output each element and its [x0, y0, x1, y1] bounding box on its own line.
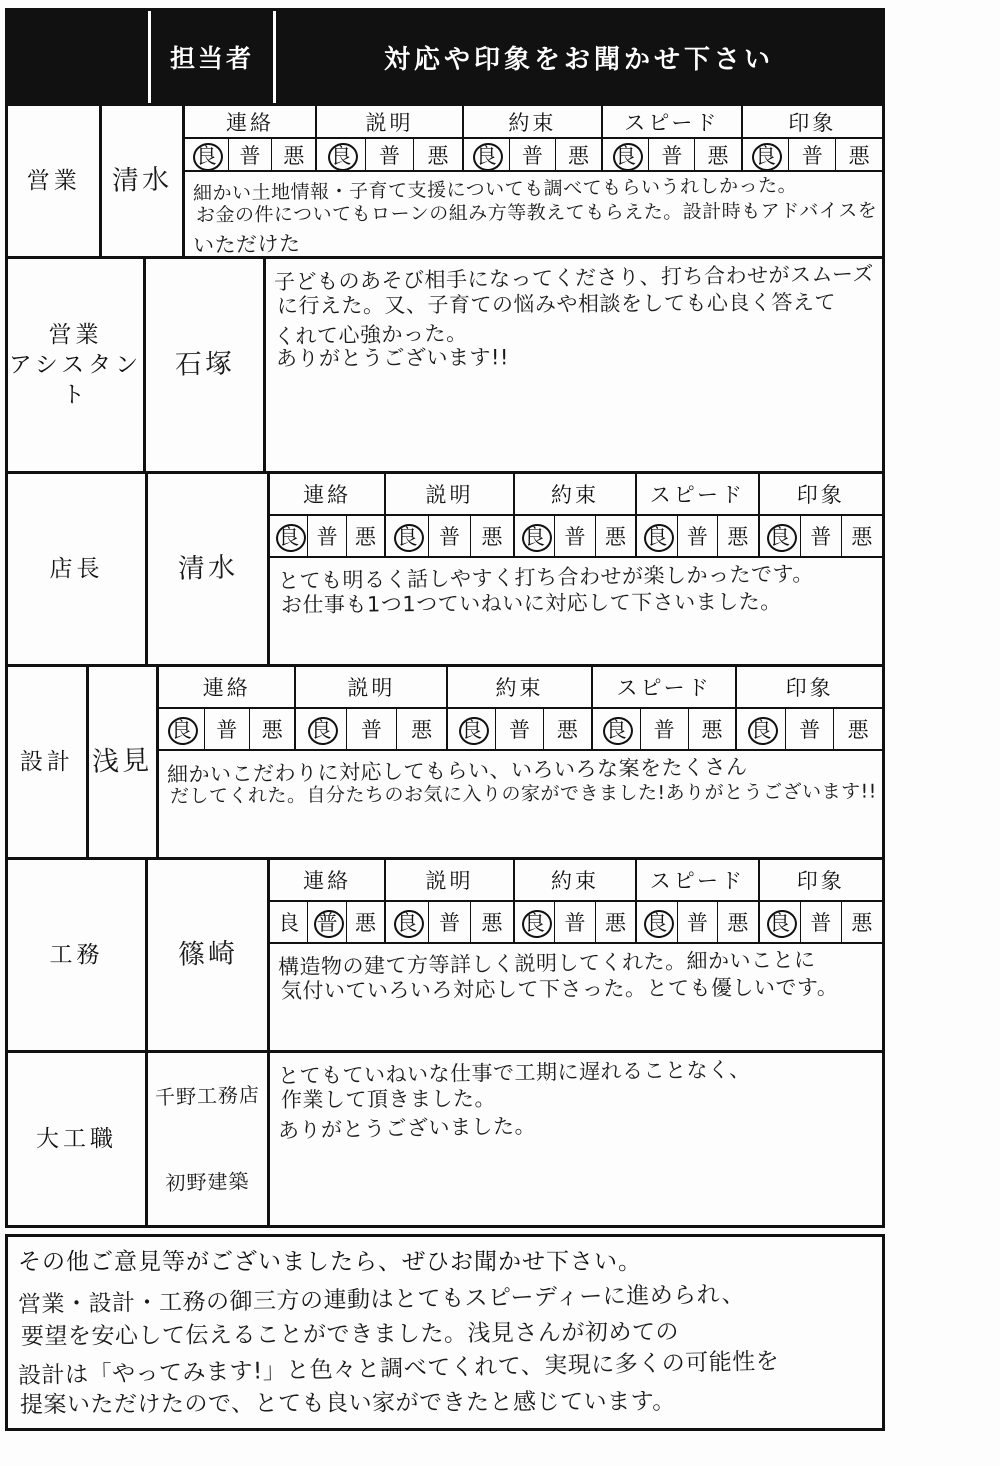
criteria-header	[270, 860, 882, 902]
rating-option-label: 良	[461, 719, 483, 742]
rating-row	[159, 709, 882, 751]
comment-line: お金の件についてもローンの組み方等教えてもらえた。設計時もアドバイスを	[195, 199, 878, 227]
rating-option-普[interactable]	[347, 709, 397, 749]
rating-option-悪[interactable]	[689, 709, 736, 749]
rating-option-label: 良	[605, 719, 627, 742]
rating-option-普[interactable]	[308, 902, 346, 942]
criteria-label-1: 説明	[317, 106, 463, 137]
comment-line: に行えた。又、子育ての悩みや相談をしても心良く答えて	[277, 290, 837, 319]
comment-line: ありがとうございます!!	[276, 345, 510, 371]
rating-group-2	[464, 139, 603, 170]
rating-option-label: 悪	[556, 719, 578, 742]
person-name-cell	[148, 860, 270, 1050]
handwritten-comment	[270, 944, 882, 1050]
rating-option-label: 普	[360, 719, 382, 742]
rating-option-label: 普	[564, 526, 586, 549]
rating-group-2	[515, 516, 637, 556]
header-impression-cell	[276, 11, 882, 103]
comment-line: 気付いていろいろ対応して下さった。とても優しいです。	[280, 975, 839, 1004]
rating-option-良[interactable]	[760, 902, 801, 942]
rating-option-悪[interactable]	[842, 516, 882, 556]
rating-group-4	[737, 709, 882, 749]
rating-option-label: 悪	[481, 526, 503, 549]
rating-option-普[interactable]	[649, 139, 695, 170]
rating-option-label: 悪	[355, 912, 377, 935]
rating-option-悪[interactable]	[695, 139, 740, 170]
rating-option-label: 良	[615, 144, 637, 168]
rating-option-良[interactable]	[386, 516, 429, 556]
table-row	[8, 860, 882, 1053]
dept-cell	[8, 667, 89, 857]
rating-option-普[interactable]	[786, 709, 835, 749]
dept-cell	[8, 860, 148, 1050]
rating-option-悪[interactable]	[250, 709, 294, 749]
evaluation-cell	[159, 667, 882, 857]
criteria-label-1: 説明	[296, 667, 448, 707]
criteria-label-3: スピード	[603, 106, 742, 137]
rating-option-label: 普	[239, 144, 261, 168]
table-row	[8, 106, 882, 259]
person-name: 清水	[111, 164, 173, 198]
rating-option-label: 悪	[355, 526, 377, 549]
rating-option-悪[interactable]	[718, 902, 757, 942]
rating-option-label: 普	[439, 526, 461, 549]
rating-option-label: 良	[396, 526, 418, 549]
rating-option-label: 良	[524, 526, 546, 549]
rating-option-label: 良	[278, 526, 300, 549]
rating-option-label: 悪	[481, 912, 503, 935]
rating-option-良[interactable]	[464, 139, 510, 170]
rating-option-良[interactable]	[448, 709, 496, 749]
person-name-secondary: 初野建築	[165, 1168, 250, 1195]
rating-option-label: 悪	[411, 719, 433, 742]
rating-option-label: 良	[769, 912, 791, 935]
rating-option-普[interactable]	[429, 516, 472, 556]
rating-group-0	[159, 709, 296, 749]
rating-option-悪[interactable]	[556, 139, 601, 170]
rating-option-label: 普	[801, 144, 823, 168]
rating-group-4	[760, 902, 882, 942]
criteria-label-1: 説明	[386, 860, 515, 900]
rating-option-label: 悪	[727, 526, 749, 549]
dept-cell	[8, 1053, 148, 1225]
person-name: 千野工務店	[154, 1082, 261, 1109]
criteria-label-2: 約束	[464, 106, 603, 137]
comment-line: 子どものあそび相手になってくださり、打ち合わせがスムーズ	[273, 261, 875, 295]
comment-line: 作業して頂きました。	[280, 1086, 497, 1113]
rating-option-label: 良	[170, 719, 192, 742]
rating-group-0	[270, 902, 386, 942]
rating-option-label: 普	[810, 912, 832, 935]
rating-option-悪[interactable]	[596, 516, 635, 556]
dept-cell	[8, 106, 102, 256]
criteria-label-3: スピード	[637, 474, 759, 514]
rating-option-label: 良	[769, 526, 791, 549]
dept-cell	[8, 474, 148, 664]
rating-option-良[interactable]	[637, 516, 677, 556]
handwritten-comment	[270, 1053, 882, 1225]
table-row	[8, 1053, 882, 1225]
rating-option-label: 普	[799, 719, 821, 742]
rating-option-label: 良	[396, 912, 418, 935]
dept-label: 営業	[26, 167, 81, 194]
rating-option-普[interactable]	[555, 516, 595, 556]
rating-option-悪[interactable]	[471, 902, 513, 942]
rating-option-普[interactable]	[678, 902, 718, 942]
rating-group-3	[637, 516, 759, 556]
evaluation-cell	[266, 259, 882, 471]
rating-option-悪[interactable]	[272, 139, 315, 170]
dept-label: 大工職	[36, 1125, 117, 1152]
rating-option-普[interactable]	[510, 139, 556, 170]
evaluation-cell	[270, 860, 882, 1050]
rating-option-label: 普	[686, 912, 708, 935]
header-person-label: 担当者	[169, 45, 254, 73]
rating-group-4	[743, 139, 882, 170]
rating-option-普[interactable]	[641, 709, 689, 749]
criteria-label-4: 印象	[785, 677, 834, 700]
rating-group-3	[603, 139, 742, 170]
handwritten-comment	[185, 172, 882, 256]
rating-option-普[interactable]	[229, 139, 273, 170]
criteria-header	[185, 106, 882, 139]
criteria-label-2: 約束	[515, 474, 637, 514]
rating-option-label: 悪	[568, 144, 590, 168]
rating-row	[270, 516, 882, 558]
rating-option-良[interactable]	[270, 516, 308, 556]
person-name-cell	[148, 474, 270, 664]
rating-option-label: 普	[439, 912, 461, 935]
free-comment-line: 要望を安心して伝えることができました。浅見さんが初めての	[20, 1318, 680, 1350]
criteria-label-2: 約束	[448, 667, 593, 707]
handwritten-comment	[159, 751, 882, 857]
rating-option-良[interactable]	[317, 139, 365, 170]
free-comment-title: その他ご意見等がございましたら、ぜひお聞かせ下さい。	[18, 1248, 642, 1274]
rating-row	[185, 139, 882, 172]
free-comment-line: 営業・設計・工務の御三方の連動はとてもスピーディーに進められ、	[17, 1281, 746, 1318]
rating-group-4	[760, 516, 882, 556]
rating-group-3	[593, 709, 738, 749]
rating-option-label: 悪	[701, 719, 723, 742]
criteria-header	[270, 474, 882, 516]
rating-group-3	[637, 902, 759, 942]
rating-group-2	[515, 902, 637, 942]
rating-option-良[interactable]	[515, 902, 555, 942]
rating-option-label: 良	[475, 144, 497, 168]
rating-option-label: 普	[316, 526, 338, 549]
rating-option-label: 悪	[261, 719, 283, 742]
handwritten-comment	[266, 259, 882, 471]
person-name: 篠崎	[177, 938, 238, 972]
rating-option-label: 普	[316, 912, 338, 935]
rating-option-悪[interactable]	[347, 516, 384, 556]
rating-option-label: 良	[646, 912, 668, 935]
dept-label: 店長	[49, 555, 104, 582]
rating-option-普[interactable]	[801, 902, 842, 942]
comment-line: だしてくれた。自分たちのお気に入りの家ができました!ありがとうございます!!	[170, 780, 878, 808]
comment-line: 細かい土地情報・子育て支援についても調べてもらいうれしかった。	[192, 174, 798, 206]
rating-group-0	[270, 516, 386, 556]
rating-option-悪[interactable]	[596, 902, 635, 942]
criteria-label-0: 連絡	[270, 860, 386, 900]
rating-option-悪[interactable]	[471, 516, 513, 556]
criteria-label-0: 連絡	[185, 106, 317, 137]
rating-option-普[interactable]	[429, 902, 472, 942]
rating-option-label: 悪	[847, 719, 869, 742]
person-name-cell	[146, 259, 266, 471]
person-name-cell	[89, 667, 159, 857]
criteria-label-3: スピード	[637, 860, 759, 900]
dept-label: 営業 アシスタント	[8, 321, 143, 407]
evaluation-cell	[270, 1053, 882, 1225]
rating-option-label: 普	[509, 719, 531, 742]
rating-option-普[interactable]	[789, 139, 836, 170]
rating-option-悪[interactable]	[397, 709, 446, 749]
rating-option-悪[interactable]	[414, 139, 461, 170]
header-impression-label: 対応や印象をお聞かせ下さい	[383, 43, 774, 74]
rating-option-良[interactable]	[743, 139, 790, 170]
criteria-label-0: 連絡	[270, 474, 386, 514]
rating-option-label: 悪	[851, 526, 873, 549]
criteria-label-0: 連絡	[159, 667, 296, 707]
table-row	[8, 259, 882, 474]
rating-option-label: 良	[754, 144, 776, 168]
rating-option-label: 悪	[727, 912, 749, 935]
table-header-band	[8, 11, 882, 106]
rating-option-良[interactable]	[185, 139, 229, 170]
rating-option-悪[interactable]	[347, 902, 384, 942]
rating-option-悪[interactable]	[836, 139, 882, 170]
rating-option-普[interactable]	[366, 139, 414, 170]
criteria-label-4: 印象	[796, 484, 845, 507]
rating-option-label: 普	[521, 144, 543, 168]
dept-cell	[8, 259, 146, 471]
rating-option-普[interactable]	[801, 516, 842, 556]
rating-option-label: 悪	[848, 144, 870, 168]
criteria-label-3: スピード	[593, 667, 738, 707]
comment-line: くれて心強かった。	[273, 320, 468, 349]
rating-group-0	[185, 139, 317, 170]
rating-option-label: 良	[195, 144, 217, 168]
header-person-cell	[151, 11, 276, 103]
rating-option-label: 普	[378, 144, 400, 168]
rating-option-label: 普	[810, 526, 832, 549]
criteria-label-1: 説明	[386, 474, 515, 514]
rating-option-悪[interactable]	[834, 709, 882, 749]
rating-group-1	[386, 902, 515, 942]
rating-group-2	[448, 709, 593, 749]
comment-line: とてもていねいな仕事で工期に遅れることなく、	[277, 1057, 751, 1089]
dept-label: 設計	[19, 748, 74, 775]
rating-option-label: 悪	[604, 526, 626, 549]
comment-line: 細かいこだわりに対応してもらい、いろいろな案をたくさん	[167, 754, 748, 787]
free-comment-line: 提案いただけたので、とても良い家ができたと感じています。	[19, 1388, 676, 1418]
rating-option-良[interactable]	[760, 516, 801, 556]
rating-option-label: 悪	[427, 144, 449, 168]
rating-option-label: 良	[278, 912, 300, 935]
rating-option-良[interactable]	[386, 902, 429, 942]
criteria-label-4: 印象	[796, 870, 845, 893]
table-row	[8, 667, 882, 860]
criteria-header	[159, 667, 882, 709]
rating-option-悪[interactable]	[718, 516, 757, 556]
rating-option-label: 普	[653, 719, 675, 742]
rating-option-良[interactable]	[593, 709, 641, 749]
rating-option-label: 普	[216, 719, 238, 742]
rating-option-普[interactable]	[205, 709, 250, 749]
table-row	[8, 474, 882, 667]
header-blank-cell	[8, 11, 151, 103]
free-comment-box	[5, 1234, 885, 1431]
comment-line: お仕事も1つ1つていねいに対応して下さいました。	[280, 589, 782, 618]
criteria-label-4: 印象	[788, 111, 837, 135]
person-name-cell	[148, 1053, 270, 1225]
rating-option-普[interactable]	[308, 516, 346, 556]
rating-option-良[interactable]	[296, 709, 346, 749]
free-comment-lines	[18, 1282, 872, 1420]
rating-option-良[interactable]	[637, 902, 677, 942]
rating-option-普[interactable]	[678, 516, 718, 556]
rating-group-1	[296, 709, 448, 749]
person-name: 浅見	[92, 745, 153, 779]
rating-option-label: 悪	[604, 912, 626, 935]
dept-label: 工務	[49, 941, 104, 968]
rating-option-label: 悪	[283, 144, 305, 168]
rating-option-label: 悪	[851, 912, 873, 935]
free-comment-line: 設計は「やってみます!」と色々と調べてくれて、実現に多くの可能性を	[17, 1348, 780, 1390]
person-name-cell	[102, 106, 184, 256]
rating-option-良[interactable]	[515, 516, 555, 556]
rating-option-良[interactable]	[270, 902, 308, 942]
rating-option-普[interactable]	[496, 709, 544, 749]
evaluation-cell	[270, 474, 882, 664]
evaluation-cell	[185, 106, 882, 256]
rating-option-良[interactable]	[159, 709, 204, 749]
criteria-label-2: 約束	[515, 860, 637, 900]
person-name: 清水	[177, 552, 238, 586]
rating-option-良[interactable]	[603, 139, 649, 170]
comment-line: 構造物の建て方等詳しく説明してくれた。細かいことに	[277, 947, 816, 980]
rating-option-悪[interactable]	[544, 709, 591, 749]
comment-line: ありがとうございました。	[277, 1113, 537, 1143]
rating-option-label: 良	[646, 526, 668, 549]
rating-group-1	[317, 139, 463, 170]
comment-line: とても明るく話しやすく打ち合わせが楽しかったです。	[277, 561, 814, 594]
rating-option-label: 良	[310, 719, 332, 742]
rating-option-label: 良	[524, 912, 546, 935]
rating-option-label: 良	[750, 719, 772, 742]
handwritten-comment	[270, 558, 882, 664]
survey-table	[5, 8, 885, 1228]
rating-option-label: 普	[686, 526, 708, 549]
rating-option-悪[interactable]	[842, 902, 882, 942]
comment-line: いただけた	[192, 231, 301, 258]
rating-option-普[interactable]	[555, 902, 595, 942]
person-name: 石塚	[174, 348, 235, 382]
rating-row	[270, 902, 882, 944]
rating-group-1	[386, 516, 515, 556]
rating-option-label: 普	[661, 144, 683, 168]
rating-option-label: 普	[564, 912, 586, 935]
rating-option-label: 良	[330, 144, 352, 168]
rating-option-label: 悪	[707, 144, 729, 168]
rating-option-良[interactable]	[737, 709, 786, 749]
